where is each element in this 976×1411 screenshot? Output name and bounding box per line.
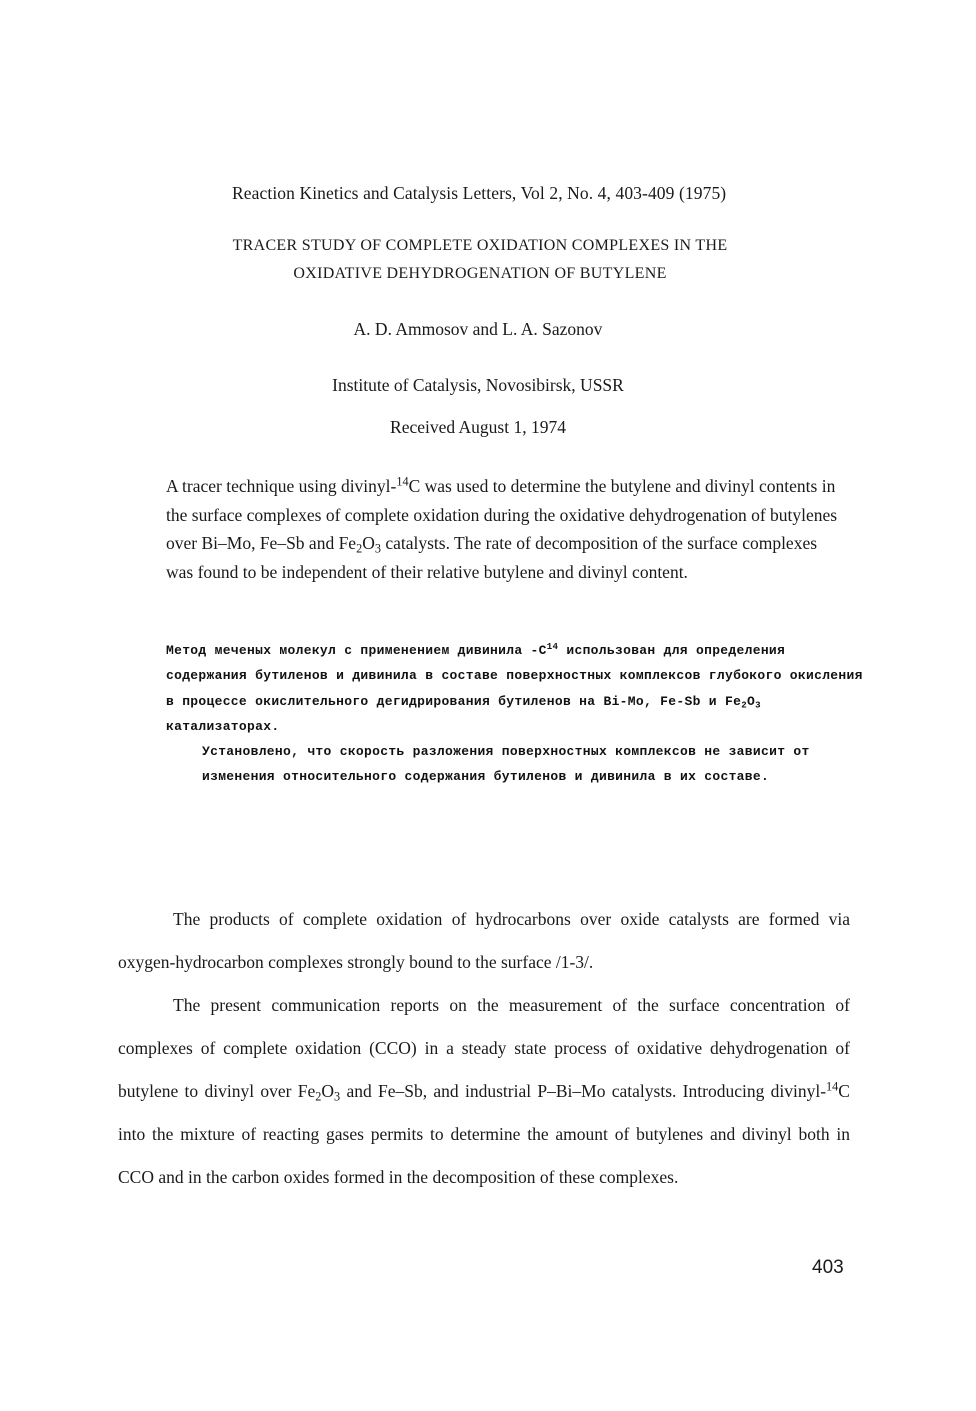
body-text-3: C into the mixture of reacting gases permits to determine the amount of butylenes and divinyl both in CCO and in the carbon oxides formed in the decomposition of these complexes.: [118, 1081, 850, 1187]
abstract-ru-paragraph-2: Установлено, что скорость разложения поверхностных комплексов не зависит от изменения относительного содержания бутиленов и дивинила в их составе.: [202, 744, 810, 785]
abstract-ru-text-2: использован для определения содержания бутиленов и дивинила в составе поверхностных комплексов глубокого окисления в процессе окислительного дегидрирования бутиленов на Bi-Mo, Fe-Sb и Fe: [166, 643, 863, 709]
isotope-superscript: 14: [826, 1079, 839, 1094]
abstract-en-text-3: catalysts. The rate of decomposition of the surface complexes was found to be independent of their relative butylene and divinyl content.: [166, 533, 818, 582]
abstract-ru-text-3: катализаторах.: [166, 718, 280, 734]
abstract-ru-text-1: Метод меченых молекул с применением дивинила -C: [166, 643, 547, 658]
body-text-2: and Fe–Sb, and industrial P–Bi–Mo catalysts. Introducing divinyl-: [340, 1081, 827, 1101]
subscript-2: 2: [356, 541, 363, 556]
journal-citation: Reaction Kinetics and Catalysis Letters, Vol 2, No. 4, 403-409 (1975): [232, 183, 727, 203]
body-text-1: The present communication reports on the measurement of the surface concentration of complexes of complete oxidation (CCO) in a steady state process of oxidative dehydrogenation of butylene to divinyl over Fe: [118, 995, 850, 1101]
oxygen-symbol: O: [746, 693, 756, 709]
subscript-2: 2: [315, 1089, 322, 1104]
oxygen-symbol: O: [321, 1081, 335, 1101]
isotope-superscript: 14: [546, 641, 559, 652]
received-date: Received August 1, 1974: [390, 417, 566, 437]
article-title: [140, 232, 820, 288]
authors: A. D. Ammosov and L. A. Sazonov: [353, 319, 603, 339]
body-paragraph-1: The products of complete oxidation of hydrocarbons over oxide catalysts are formed via oxygen-hydrocarbon complexes strongly bound to the surface /1-3/.: [118, 909, 850, 972]
institute: Institute of Catalysis, Novosibirsk, USSR: [332, 375, 624, 395]
subscript-2: 2: [741, 699, 747, 711]
abstract-en-text-1: A tracer technique using divinyl-: [166, 476, 397, 496]
body-paragraph-2: [118, 984, 850, 1199]
abstract-russian: [166, 638, 866, 790]
subscript-3: 3: [755, 699, 761, 711]
title-line-2: OXIDATIVE DEHYDROGENATION OF BUTYLENE: [293, 265, 667, 282]
title-line-1: TRACER STUDY OF COMPLETE OXIDATION COMPLEXES IN THE: [232, 237, 728, 254]
subscript-3: 3: [374, 541, 381, 556]
subscript-3: 3: [334, 1089, 341, 1104]
body-text: [118, 898, 850, 1199]
oxygen-symbol: O: [362, 533, 375, 554]
page-number: 403: [812, 1257, 844, 1278]
isotope-superscript: 14: [396, 474, 409, 489]
abstract-ru-paragraph-1: [166, 638, 866, 739]
abstract-english: [166, 472, 844, 586]
abstract-en-text-2: C was used to determine the butylene and divinyl contents in the surface complexes of complete oxidation during the oxidative dehydrogenation of butylenes over Bi–Mo, Fe–Sb and Fe: [166, 476, 838, 554]
